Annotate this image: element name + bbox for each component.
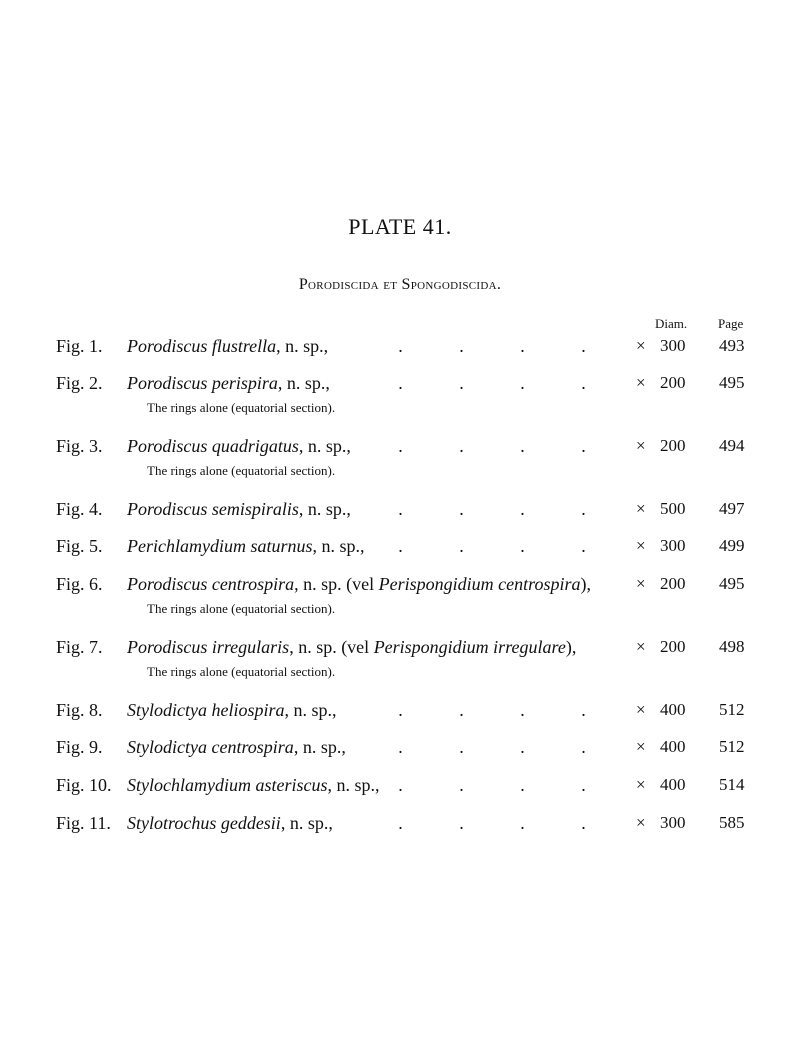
page-reference: 495 xyxy=(719,574,745,593)
species-binomial: Stylodictya centrospira xyxy=(127,737,294,757)
figure-entry xyxy=(0,436,800,486)
species-suffix: , n. sp., xyxy=(298,499,351,519)
figure-note: The rings alone (equatorial section). xyxy=(147,400,336,415)
magnification-value: 200 xyxy=(660,373,686,392)
figure-number: Fig. 7. xyxy=(56,637,103,657)
leader-dots: . . . . xyxy=(398,700,586,720)
page-reference: 512 xyxy=(719,737,745,756)
page-reference: 499 xyxy=(719,536,745,555)
magnification-value: 200 xyxy=(660,637,686,656)
magnification-sign: × xyxy=(636,700,646,719)
figure-entry xyxy=(0,637,800,687)
leader-dots: . . . . xyxy=(398,737,586,757)
species-name xyxy=(127,813,333,834)
page-reference: 514 xyxy=(719,775,745,794)
magnification-value: 300 xyxy=(660,536,686,555)
species-name xyxy=(127,436,351,457)
species-name xyxy=(127,336,328,357)
species-binomial: Stylodictya heliospira xyxy=(127,700,285,720)
leader-dots: . . . . xyxy=(398,536,586,556)
figure-entry xyxy=(0,813,800,863)
page-reference: 585 xyxy=(719,813,745,832)
magnification-sign: × xyxy=(636,436,646,455)
figure-note: The rings alone (equatorial section). xyxy=(147,463,336,478)
leader-dots: . . . . xyxy=(398,336,586,356)
species-synonym: Perispongidium centrospira xyxy=(378,574,581,594)
figure-number: Fig. 3. xyxy=(56,436,103,456)
species-binomial: Porodiscus perispira xyxy=(127,373,278,393)
page-reference: 494 xyxy=(719,436,745,455)
species-suffix: , n. sp., xyxy=(276,336,329,356)
magnification-sign: × xyxy=(636,737,646,756)
leader-dots: . . . . xyxy=(398,775,586,795)
species-binomial: Stylotrochus geddesii xyxy=(127,813,281,833)
leader-dots: . . . . xyxy=(398,436,586,456)
figure-number: Fig. 6. xyxy=(56,574,103,594)
species-suffix: , n. sp., xyxy=(312,536,365,556)
species-binomial: Porodiscus centrospira xyxy=(127,574,295,594)
species-name xyxy=(127,775,380,796)
magnification-value: 300 xyxy=(660,813,686,832)
figure-number: Fig. 5. xyxy=(56,536,103,556)
magnification-sign: × xyxy=(636,775,646,794)
figure-note: The rings alone (equatorial section). xyxy=(147,664,336,679)
species-binomial: Porodiscus semispiralis xyxy=(127,499,299,519)
figure-number: Fig. 9. xyxy=(56,737,103,757)
species-name xyxy=(127,536,365,557)
species-name xyxy=(127,373,330,394)
magnification-value: 200 xyxy=(660,436,686,455)
figure-number: Fig. 8. xyxy=(56,700,103,720)
figure-number: Fig. 10. xyxy=(56,775,112,795)
figure-number: Fig. 11. xyxy=(56,813,111,833)
page-reference: 498 xyxy=(719,637,745,656)
diam-column-header: Diam. xyxy=(655,316,688,331)
species-name xyxy=(127,700,337,721)
species-suffix: , n. sp., xyxy=(298,436,351,456)
species-synonym: Perispongidium irregulare xyxy=(373,637,566,657)
figure-entry xyxy=(0,574,800,624)
species-suffix: , n. sp. (vel xyxy=(294,574,379,594)
magnification-value: 400 xyxy=(660,700,686,719)
leader-dots: . . . . xyxy=(398,813,586,833)
plate-title: PLATE 41. xyxy=(348,214,452,239)
species-name xyxy=(127,574,591,595)
figure-entry xyxy=(0,373,800,423)
magnification-sign: × xyxy=(636,499,646,518)
magnification-sign: × xyxy=(636,637,646,656)
figure-number: Fig. 2. xyxy=(56,373,103,393)
magnification-sign: × xyxy=(636,536,646,555)
magnification-value: 300 xyxy=(660,336,686,355)
species-suffix: , n. sp. (vel xyxy=(289,637,374,657)
species-binomial: Stylochlamydium asteriscus xyxy=(127,775,328,795)
magnification-value: 400 xyxy=(660,737,686,756)
species-name xyxy=(127,637,576,658)
species-name xyxy=(127,737,346,758)
species-suffix-close: ), xyxy=(580,574,591,594)
magnification-sign: × xyxy=(636,373,646,392)
page-column-header: Page xyxy=(718,316,744,331)
species-binomial: Porodiscus flustrella xyxy=(127,336,277,356)
leader-dots: . . . . xyxy=(398,373,586,393)
species-suffix: , n. sp., xyxy=(280,813,333,833)
species-suffix: , n. sp., xyxy=(277,373,330,393)
magnification-sign: × xyxy=(636,813,646,832)
page-reference: 497 xyxy=(719,499,745,518)
page-reference: 512 xyxy=(719,700,745,719)
magnification-value: 400 xyxy=(660,775,686,794)
species-suffix: , n. sp., xyxy=(293,737,346,757)
species-binomial: Perichlamydium saturnus xyxy=(127,536,313,556)
species-name xyxy=(127,499,351,520)
figure-note: The rings alone (equatorial section). xyxy=(147,601,336,616)
figure-number: Fig. 4. xyxy=(56,499,103,519)
magnification-sign: × xyxy=(636,574,646,593)
magnification-sign: × xyxy=(636,336,646,355)
plate-subtitle: Porodiscida et Spongodiscida. xyxy=(298,276,502,293)
species-binomial: Porodiscus quadrigatus xyxy=(127,436,299,456)
magnification-value: 200 xyxy=(660,574,686,593)
page-reference: 493 xyxy=(719,336,745,355)
magnification-value: 500 xyxy=(660,499,686,518)
species-suffix: , n. sp., xyxy=(327,775,380,795)
species-binomial: Porodiscus irregularis xyxy=(127,637,290,657)
leader-dots: . . . . xyxy=(398,499,586,519)
page-reference: 495 xyxy=(719,373,745,392)
species-suffix-close: ), xyxy=(565,637,577,657)
figure-number: Fig. 1. xyxy=(56,336,103,356)
species-suffix: , n. sp., xyxy=(284,700,337,720)
